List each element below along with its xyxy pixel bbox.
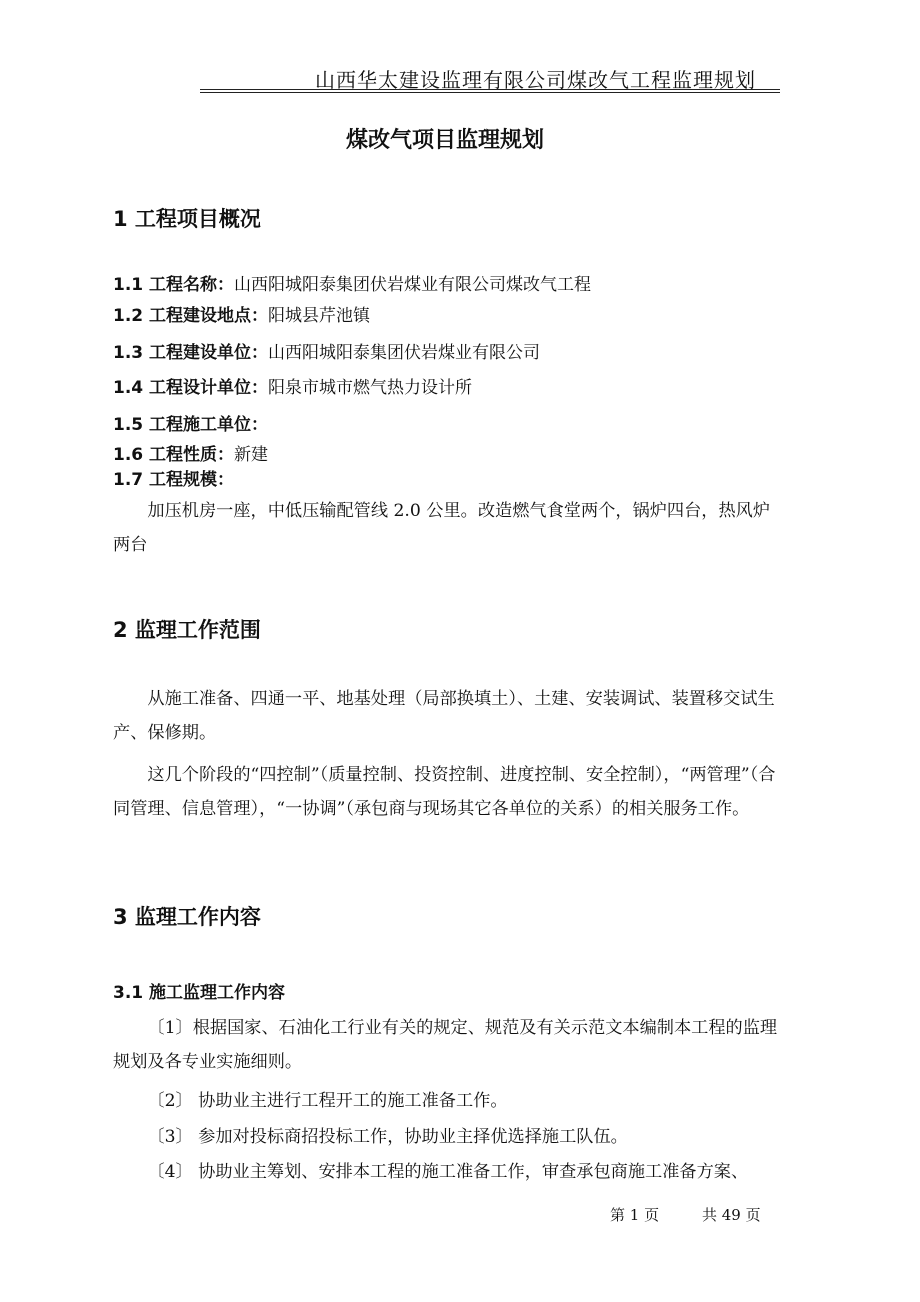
info-label: 1.3 工程建设单位：	[113, 343, 269, 363]
section-3-1-heading: 3.1 施工监理工作内容	[113, 983, 286, 1003]
info-label: 1.1 工程名称：	[113, 275, 235, 295]
page-total: 共 49 页	[702, 1206, 761, 1224]
info-value: 新建	[234, 445, 269, 465]
info-value: 阳泉市城市燃气热力设计所	[268, 378, 473, 398]
info-line-6	[113, 440, 268, 465]
content-item-1: 〔1〕根据国家、石油化工行业有关的规定、规范及有关示范文本编制本工程的监理规划及各专业实施细则。	[113, 1018, 778, 1072]
scope-paragraph-1: 从施工准备、四通一平、地基处理（局部换填土）、土建、安装调试、装置移交试生产、保修期。	[113, 689, 775, 743]
info-label: 1.4 工程设计单位：	[113, 378, 269, 398]
content-item-2: 〔2〕 协助业主进行工程开工的施工准备工作。	[147, 1091, 508, 1111]
header-rule-2	[200, 92, 780, 93]
page-number: 第 1 页	[610, 1206, 660, 1224]
scale-paragraph: 加压机房一座，中低压输配管线 2.0 公里。改造燃气食堂两个，锅炉四台，热风炉两台	[113, 501, 771, 555]
info-value: 阳城县芹池镇	[268, 306, 371, 326]
section-3-heading: 3 监理工作内容	[113, 905, 261, 929]
info-value: 山西阳城阳泰集团伏岩煤业有限公司	[268, 343, 541, 363]
info-line-7	[113, 465, 234, 490]
header-rule	[200, 89, 780, 90]
info-label: 1.7 工程规模：	[113, 470, 235, 490]
info-line-3	[113, 338, 540, 363]
info-label: 1.2 工程建设地点：	[113, 306, 269, 326]
section-2-heading: 2 监理工作范围	[113, 618, 261, 642]
info-label: 1.5 工程施工单位：	[113, 415, 269, 435]
info-value: 山西阳城阳泰集团伏岩煤业有限公司煤改气工程	[234, 275, 592, 295]
document-title: 煤改气项目监理规划	[346, 128, 545, 153]
info-line-5	[113, 410, 268, 435]
info-label: 1.6 工程性质：	[113, 445, 235, 465]
running-header: 山西华太建设监理有限公司煤改气工程监理规划	[315, 68, 756, 92]
info-line-1	[113, 270, 591, 295]
content-item-4: 〔4〕 协助业主筹划、安排本工程的施工准备工作，审查承包商施工准备方案、	[147, 1162, 749, 1182]
scope-paragraph-2: 这几个阶段的“四控制”（质量控制、投资控制、进度控制、安全控制），“两管理”（合同管理、信息管理），“一协调”（承包商与现场其它各单位的关系）的相关服务工作。	[113, 765, 776, 819]
section-1-heading: 1 工程项目概况	[113, 207, 261, 231]
content-item-3: 〔3〕 参加对投标商招投标工作，协助业主择优选择施工队伍。	[147, 1127, 628, 1147]
info-line-2	[113, 301, 370, 326]
info-line-4	[113, 373, 472, 398]
